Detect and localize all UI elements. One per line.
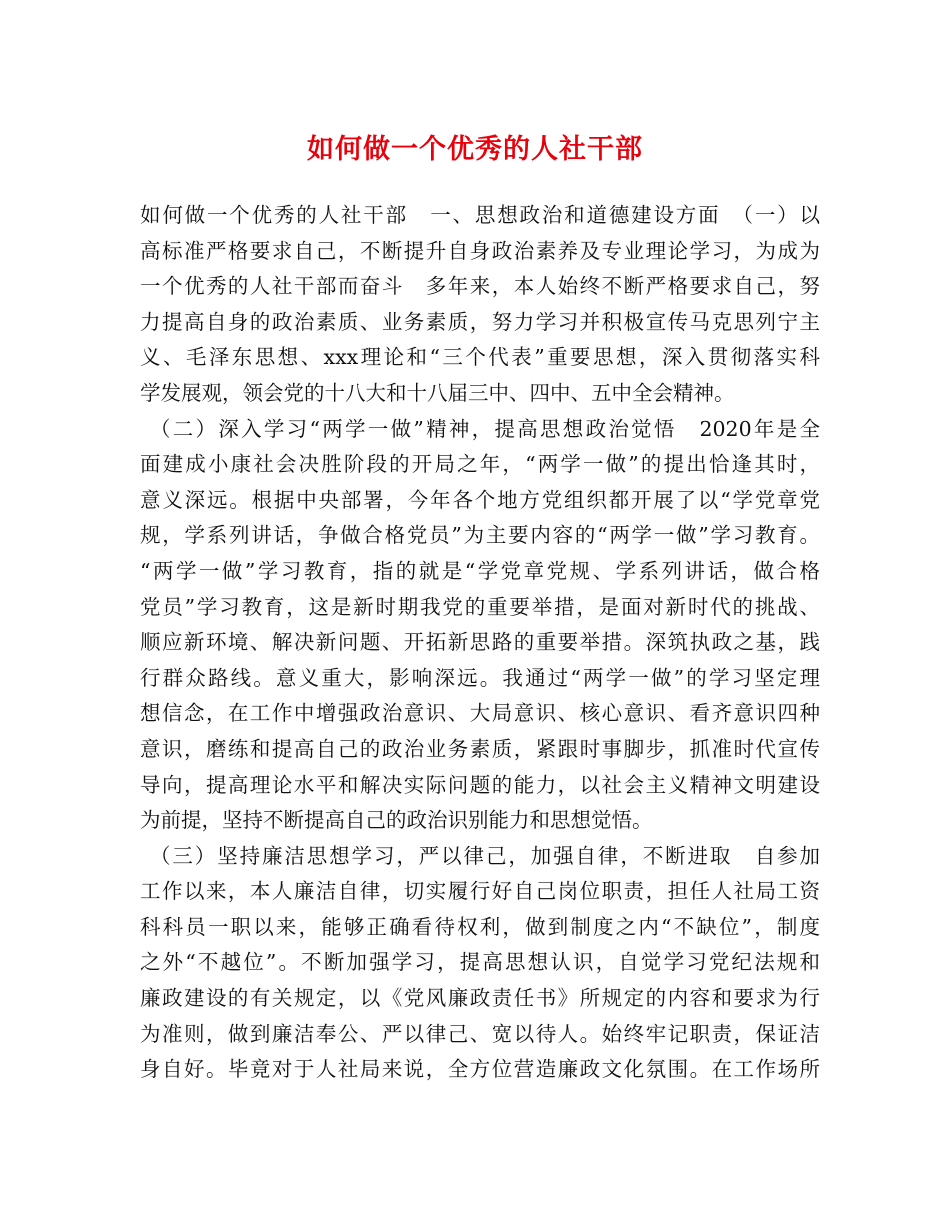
body-line: 高标准严格要求自己，不断提升自身政治素养及专业理论学习，为成为 [140,238,820,263]
body-line: （二）深入学习“两学一做”精神，提高思想政治觉悟 2020年是全 [150,416,820,441]
body-line: （三）坚持廉洁思想学习，严以律己，加强自律，不断进取 自参加 [150,843,820,868]
body-line: “两学一做”学习教育，指的就是“学党章党规、学系列讲话，做合格 [140,558,820,583]
body-line: 顺应新环境、解决新问题、开拓新思路的重要举措。深筑执政之基，践 [140,630,820,655]
document-body [140,198,820,1088]
body-line: 廉政建设的有关规定，以《党风廉政责任书》所规定的内容和要求为行 [140,986,820,1011]
body-line: 一个优秀的人社干部而奋斗 多年来，本人始终不断严格要求自己，努 [140,274,820,299]
body-line: 为前提，坚持不断提高自己的政治识别能力和思想觉悟。 [140,808,653,833]
body-line: 导向，提高理论水平和解决实际问题的能力，以社会主义精神文明建设 [140,772,820,797]
body-line: 意识，磨练和提高自己的政治业务素质，紧跟时事脚步，抓准时代宣传 [140,736,820,761]
document-title: 如何做一个优秀的人社干部 [307,134,643,165]
body-line: 意义深远。根据中央部署，今年各个地方党组织都开展了以“学党章党 [140,487,820,512]
body-line: 身自好。毕竟对于人社局来说，全方位营造廉政文化氛围。在工作场所 [140,1057,820,1082]
body-line: 科科员一职以来，能够正确看待权利，做到制度之内“不缺位”，制度 [140,914,820,939]
body-line: 党员”学习教育，这是新时期我党的重要举措，是面对新时代的挑战、 [140,594,820,619]
body-line: 面建成小康社会决胜阶段的开局之年，“两学一做”的提出恰逢其时， [140,452,820,477]
body-line: 工作以来，本人廉洁自律，切实履行好自己岗位职责，担任人社局工资 [140,879,820,904]
body-line: 力提高自身的政治素质、业务素质，努力学习并积极宣传马克思列宁主 [140,309,820,334]
body-line: 义、毛泽东思想、xxx理论和“三个代表”重要思想，深入贯彻落实科 [140,345,820,370]
body-line: 之外“不越位”。不断加强学习，提高思想认识，自觉学习党纪法规和 [140,950,820,975]
body-line: 学发展观，领会党的十八大和十八届三中、四中、五中全会精神。 [140,380,735,405]
body-line: 规，学系列讲话，争做合格党员”为主要内容的“两学一做”学习教育。 [140,523,820,548]
body-line: 想信念，在工作中增强政治意识、大局意识、核心意识、看齐意识四种 [140,701,820,726]
body-line: 如何做一个优秀的人社干部 一、思想政治和道德建设方面 （一）以 [140,203,820,227]
body-line: 行群众路线。意义重大，影响深远。我通过“两学一做”的学习坚定理 [140,665,820,690]
body-line: 为准则，做到廉洁奉公、严以律己、宽以待人。始终牢记职责，保证洁 [140,1021,820,1046]
